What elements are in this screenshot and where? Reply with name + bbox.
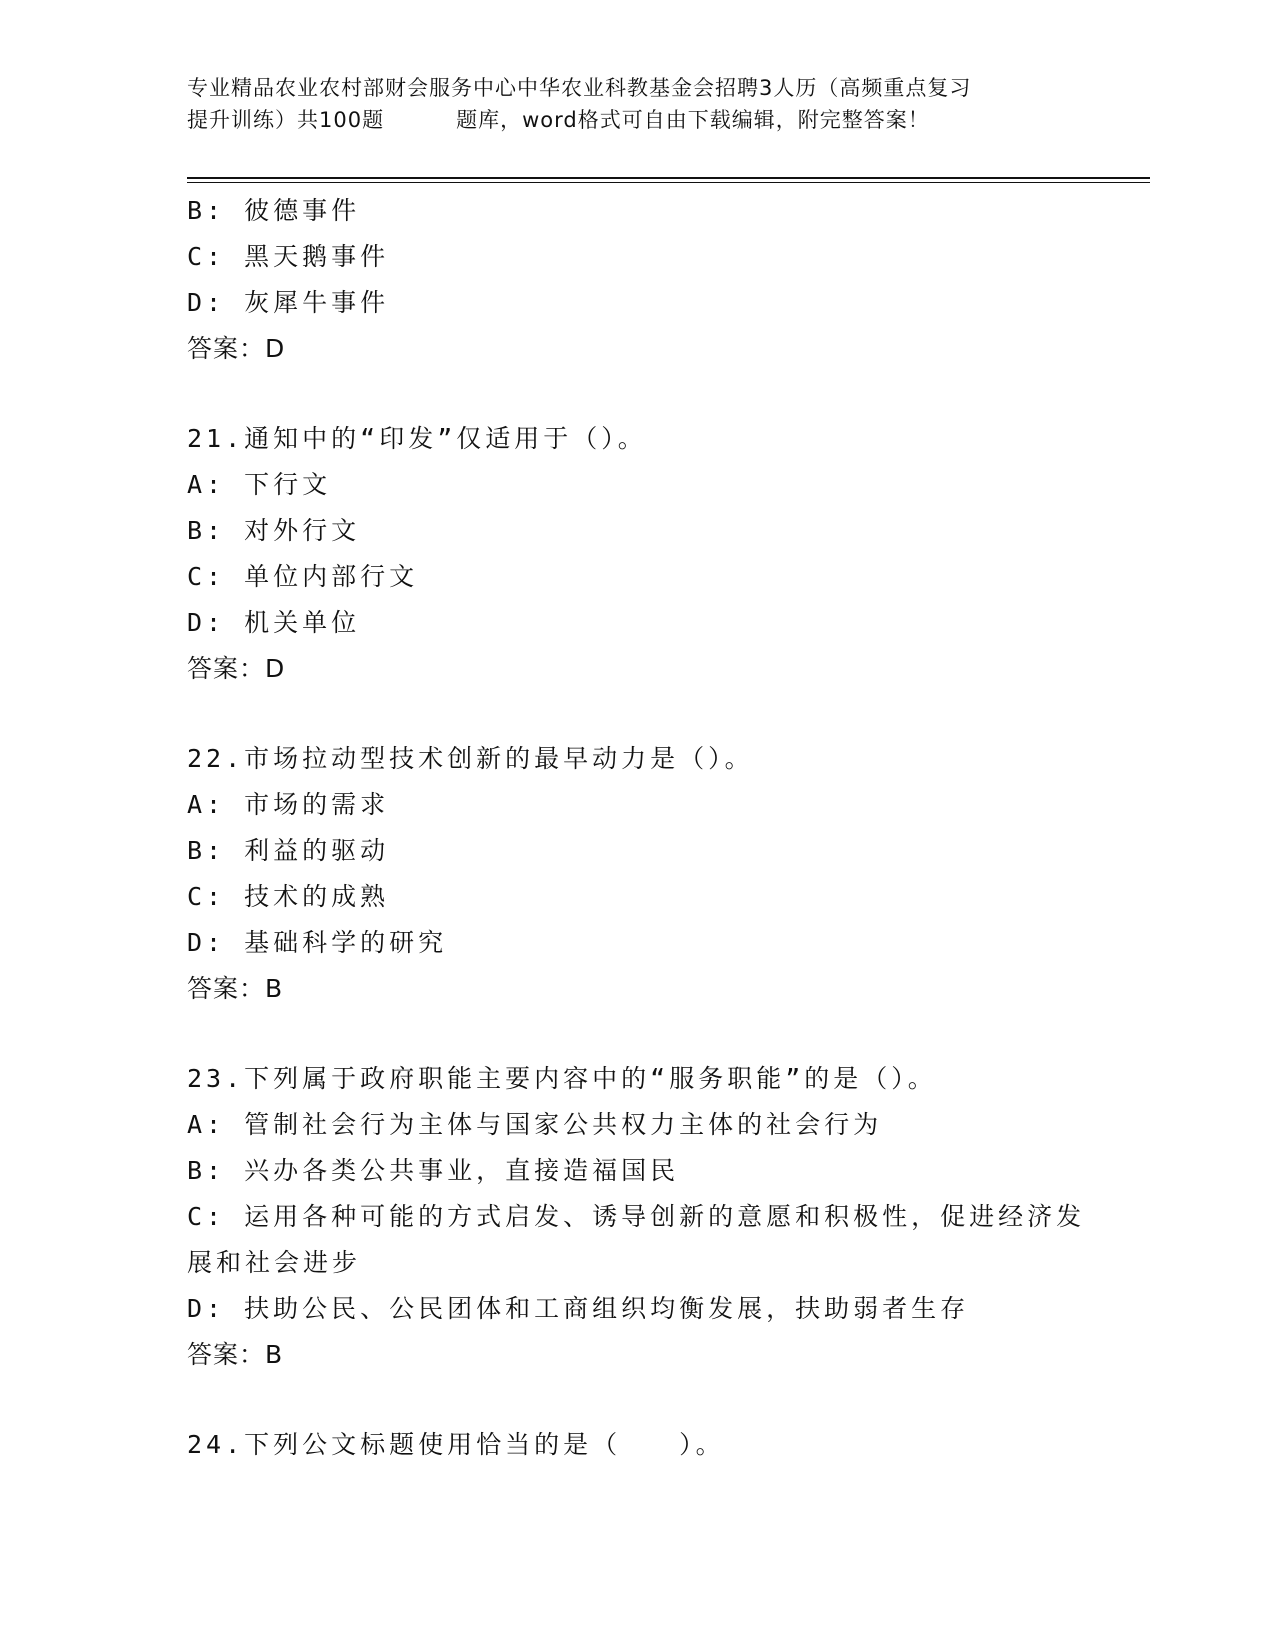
option-d: D: 基础科学的研究 — [187, 928, 448, 957]
option-d: D: 扶助公民、公民团体和工商组织均衡发展，扶助弱者生存 — [187, 1294, 970, 1323]
question-stem: 23.下列属于政府职能主要内容中的“服务职能”的是（）。 — [187, 1064, 937, 1093]
option-b: B: 兴办各类公共事业，直接造福国民 — [187, 1156, 680, 1185]
option-b: B: 对外行文 — [187, 516, 361, 545]
option-c: C: 单位内部行文 — [187, 562, 419, 591]
question-stem: 24.下列公文标题使用恰当的是（ ）。 — [187, 1430, 725, 1459]
question-block-23 — [187, 1056, 1087, 1378]
option-b: B: 利益的驱动 — [187, 836, 390, 865]
answer-line: 答案：D — [187, 334, 286, 363]
question-block-22 — [187, 736, 1087, 1012]
question-stem: 22.市场拉动型技术创新的最早动力是（）。 — [187, 744, 754, 773]
header-line-1: 专业精品农业农村部财会服务中心中华农业科教基金会招聘3人历（高频重点复习 — [187, 76, 972, 100]
question-list — [187, 188, 1087, 1468]
option-b: B: 彼德事件 — [187, 196, 361, 225]
question-block-21 — [187, 416, 1087, 692]
document-header — [187, 72, 1087, 136]
option-c: C: 技术的成熟 — [187, 882, 390, 911]
option-a: A: 下行文 — [187, 470, 332, 499]
question-block-24 — [187, 1422, 1087, 1468]
header-line-2 — [187, 104, 1087, 136]
answer-line: 答案：B — [187, 974, 284, 1003]
question-stem: 21.通知中的“印发”仅适用于（）。 — [187, 424, 647, 453]
option-a: A: 市场的需求 — [187, 790, 390, 819]
option-d: D: 机关单位 — [187, 608, 361, 637]
option-a: A: 管制社会行为主体与国家公共权力主体的社会行为 — [187, 1110, 883, 1139]
answer-line: 答案：D — [187, 654, 286, 683]
answer-line: 答案：B — [187, 1340, 284, 1369]
header-divider-thick — [187, 177, 1150, 179]
header-line-2-part-b: 题库，word格式可自由下载编辑，附完整答案！ — [456, 108, 930, 132]
question-block-previous — [187, 188, 1087, 372]
option-d: D: 灰犀牛事件 — [187, 288, 390, 317]
header-line-2-part-a: 提升训练）共100题 — [187, 108, 385, 132]
option-c: C: 运用各种可能的方式启发、诱导创新的意愿和积极性，促进经济发展和社会进步 — [187, 1202, 1086, 1277]
header-divider-thin — [187, 182, 1150, 183]
option-c: C: 黑天鹅事件 — [187, 242, 390, 271]
